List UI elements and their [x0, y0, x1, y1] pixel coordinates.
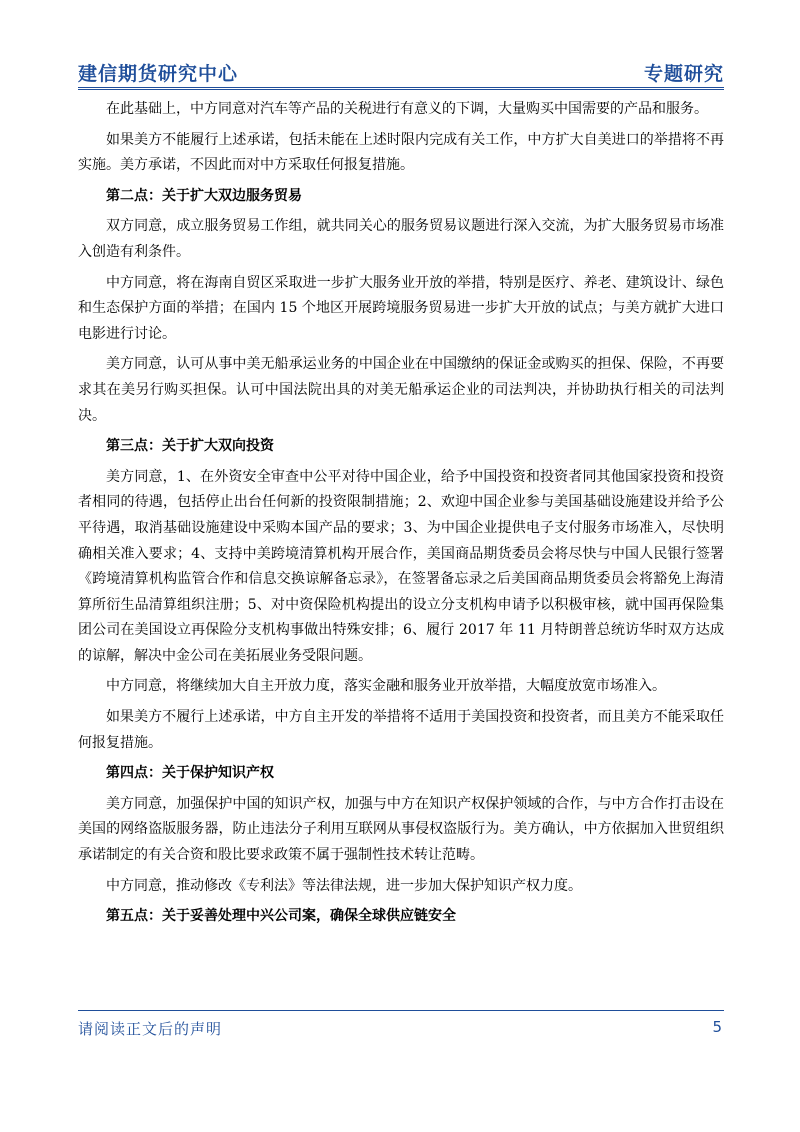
- section-heading-4: 第四点：关于保护知识产权: [106, 765, 274, 782]
- header-divider: [78, 87, 724, 90]
- page-header: [78, 56, 724, 86]
- paragraph: 中方同意，推动修改《专利法》等法律法规，进一步加大保护知识产权力度。: [106, 877, 582, 894]
- paragraph: 美方同意，1、在外资安全审查中公平对待中国企业，给予中国投资和投资者同其他国家投资和投资者相同的待遇，包括停止出台任何新的投资限制措施；2、欢迎中国企业参与美国基础设施建设并给予公平待遇，取消基础设施建设中采购本国产品的要求；3、为中国企业提供电子支付服务市场准入，尽快明确相关准入要求；4、支持中美跨境清算机构开展合作，美国商品期货委员会将尽快与中国人民银行签署《跨境清算机构监管合作和信息交换谅解备忘录》，在签署备忘录之后美国商品期货委员会将豁免上海清算所衍生品清算组织注册；5、对中资保险机构提出的设立分支机构申请予以积极审核，就中国再保险集团公司在美国设立再保险分支机构事做出特殊安排；6、履行 2017 年 11 月特朗普总统访华时双方达成的谅解，解决中金公司在美拓展业务受限问题。: [78, 468, 724, 664]
- section-heading-2: 第二点：关于扩大双边服务贸易: [106, 187, 302, 204]
- paragraph: 美方同意，认可从事中美无船承运业务的中国企业在中国缴纳的保证金或购买的担保、保险，不再要求其在美另行购买担保。认可中国法院出具的对美无船承运企业的司法判决，并协助执行相关的司法判决。: [78, 356, 724, 424]
- header-section-title: 专题研究: [643, 63, 724, 85]
- section-heading-5: 第五点：关于妥善处理中兴公司案，确保全球供应链安全: [106, 908, 456, 925]
- section-heading-3: 第三点：关于扩大双向投资: [106, 438, 274, 455]
- footer-divider: [78, 1010, 724, 1011]
- header-org-name: 建信期货研究中心: [78, 63, 239, 85]
- page-number: 5: [712, 1018, 722, 1036]
- paragraph: 如果美方不履行上述承诺，中方自主开发的举措将不适用于美国投资和投资者，而且美方不能采取任何报复措施。: [78, 709, 724, 751]
- paragraph: 中方同意，将在海南自贸区采取进一步扩大服务业开放的举措，特别是医疗、养老、建筑设计、绿色和生态保护方面的举措；在国内 15 个地区开展跨境服务贸易进一步扩大开放的试点；与美方就扩大进口电影进行讨论。: [78, 274, 724, 342]
- paragraph: 美方同意，加强保护中国的知识产权，加强与中方在知识产权保护领域的合作，与中方合作打击设在美国的网络盗版服务器，防止违法分子利用互联网从事侵权盗版行为。美方确认，中方依据加入世贸组织承诺制定的有关合资和股比要求政策不属于强制性技术转让范畴。: [78, 795, 724, 864]
- document-body: [78, 97, 724, 935]
- paragraph: 在此基础上，中方同意对汽车等产品的关税进行有意义的下调，大量购买中国需要的产品和服务。: [106, 101, 708, 117]
- paragraph: 中方同意，将继续加大自主开放力度，落实金融和服务业开放举措，大幅度放宽市场准入。: [106, 678, 666, 695]
- paragraph: 双方同意，成立服务贸易工作组，就共同关心的服务贸易议题进行深入交流，为扩大服务贸易市场准入创造有利条件。: [78, 218, 724, 260]
- paragraph: 如果美方不能履行上述承诺，包括未能在上述时限内完成有关工作，中方扩大自美进口的举措将不再实施。美方承诺，不因此而对中方采取任何报复措施。: [78, 131, 724, 174]
- footer-disclaimer-notice: 请阅读正文后的声明: [78, 1020, 223, 1038]
